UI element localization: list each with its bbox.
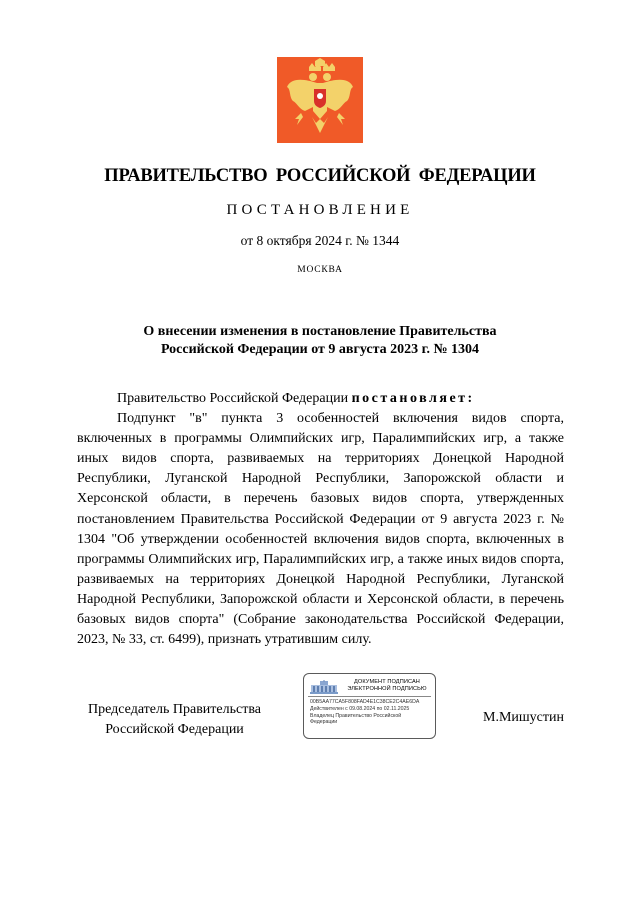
stamp-owner-line-2: Федерации	[310, 719, 338, 726]
signer-title-line-2: Российской Федерации	[105, 722, 244, 737]
document-type: ПОСТАНОВЛЕНИЕ	[226, 202, 414, 218]
stamp-heading-line-1: ДОКУМЕНТ ПОДПИСАН	[354, 679, 420, 685]
stamp-owner-line-1: Владелец Правительство Российской	[310, 712, 402, 719]
government-title: ПРАВИТЕЛЬСТВО РОССИЙСКОЙ ФЕДЕРАЦИИ	[104, 166, 536, 186]
issue-city: МОСКВА	[297, 265, 343, 275]
resolves-word: постановляет:	[351, 391, 475, 406]
resolution-intro	[77, 389, 564, 409]
stamp-validity: Действителен с 09.08.2024 по 02.11.2025	[310, 705, 410, 712]
signer-title-line-1: Председатель Правительства	[88, 702, 261, 717]
subject-line-2: Российской Федерации от 9 августа 2023 г. № 1304	[160, 342, 480, 357]
decree-subject	[0, 323, 640, 359]
decree-date-number: от 8 октября 2024 г. № 1344	[240, 233, 400, 248]
decree-body	[77, 389, 564, 650]
stamp-divider	[308, 696, 431, 697]
stamp-heading-line-2: ЭЛЕКТРОННОЙ ПОДПИСЬЮ	[347, 686, 427, 692]
intro-text: Правительство Российской Федерации	[117, 391, 352, 406]
resolution-paragraph: Подпункт "в" пункта 3 особенностей включения видов спорта, включенных в программы Олимпийских игр, Паралимпийских игр, а также иных видов спорта, развиваемых на территориях Донецкой Народной Республики, Луганской Народной Республики, Запорожской области и Херсонской области, в перечень базовых видов спорта, утвержденных постановлением Правительства Российской Федерации от 9 августа 2023 г. № 1304 "Об утверждении особенностей включения видов спорта, включенных в программы Олимпийских игр, Паралимпийских игр, а также иных видов спорта, развиваемых на территориях Донецкой Народной Республики, Луганской Народной Республики, Запорожской области и Херсонской области, в перечень базовых видов спорта" (Собрание законодательства Российской Федерации, 2023, № 33, ст. 6499), признать утратившим силу.	[77, 411, 564, 648]
signer-title	[77, 700, 272, 740]
subject-line-1: О внесении изменения в постановление Правительства	[143, 324, 497, 339]
stamp-heading	[342, 679, 432, 693]
electronic-signature-stamp	[303, 673, 436, 739]
stamp-details	[310, 699, 432, 726]
stamp-certificate: 00B5AA77CA5F808FAD4E1C38CE2C4AE6DA	[310, 699, 420, 705]
coat-of-arms-icon	[277, 57, 363, 143]
signer-name: М.Мишустин	[483, 710, 564, 725]
